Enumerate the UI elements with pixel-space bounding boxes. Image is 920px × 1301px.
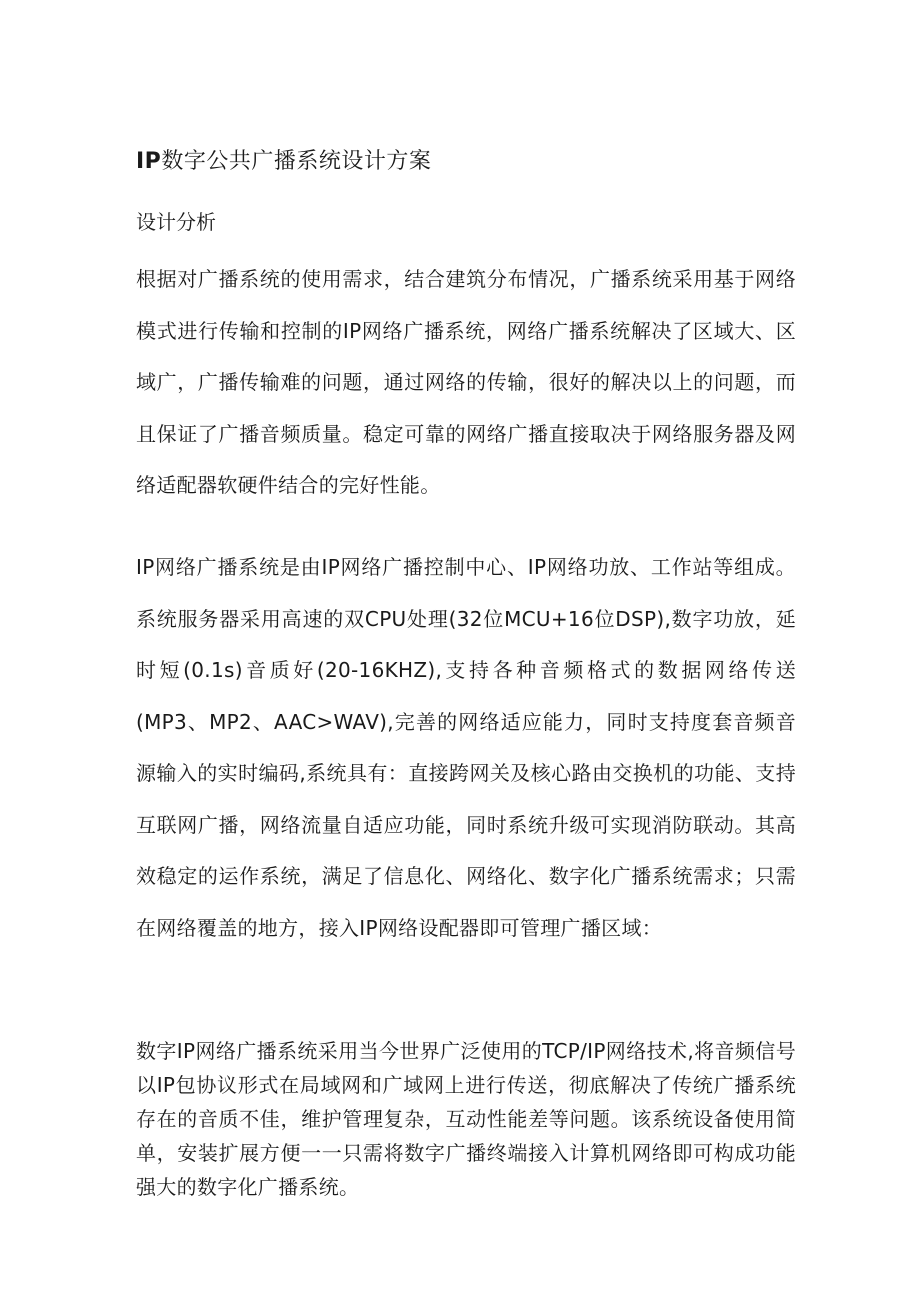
title-text: 数字公共广播系统设计方案 bbox=[161, 149, 432, 174]
paragraph-tcpip-technology: 数字IP网络广播系统采用当今世界广泛使用的TCP/IP网络技术,将音频信号以IP包协议形式在局域网和广域网上进行传送，彻底解决了传统广播系统存在的音质不佳，维护管理复杂，互动性能差等问题。该系统设备使用简单，安装扩展方便一一只需将数字广播终端接入计算机网络即可构成功能强大的数字化广播系统。 bbox=[136, 1039, 796, 1199]
paragraph-design-analysis: 根据对广播系统的使用需求，结合建筑分布情况，广播系统采用基于网络模式进行传输和控制的IP网络广播系统，网络广播系统解决了区域大、区域广，广播传输难的问题，通过网络的传输，很好的解决以上的问题，而且保证了广播音频质量。稳定可靠的网络广播直接取决于网络服务器及网络适配器软硬件结合的完好性能。 bbox=[136, 267, 796, 497]
document-title bbox=[136, 145, 431, 179]
section-heading: 设计分析 bbox=[136, 210, 216, 234]
paragraph-system-composition: IP网络广播系统是由IP网络广播控制中心、IP网络功放、工作站等组成。系统服务器采用高速的双CPU处理(32位MCU+16位DSP),数字功放，延时短(0.1s)音质好(20-16KHZ),支持各种音频格式的数据网络传送(MP3、MP2、AAC>WAV),完善的网络适应能力，同时支持度套音频音源输入的实时编码,系统具有：直接跨网关及核心路由交换机的功能、支持互联网广播，网络流量自适应功能，同时系统升级可实现消防联动。其高效稳定的运作系统，满足了信息化、网络化、数字化广播系统需求；只需在网络覆盖的地方，接入IP网络设配器即可管理广播区域： bbox=[136, 555, 796, 940]
title-prefix: IP bbox=[136, 149, 162, 174]
